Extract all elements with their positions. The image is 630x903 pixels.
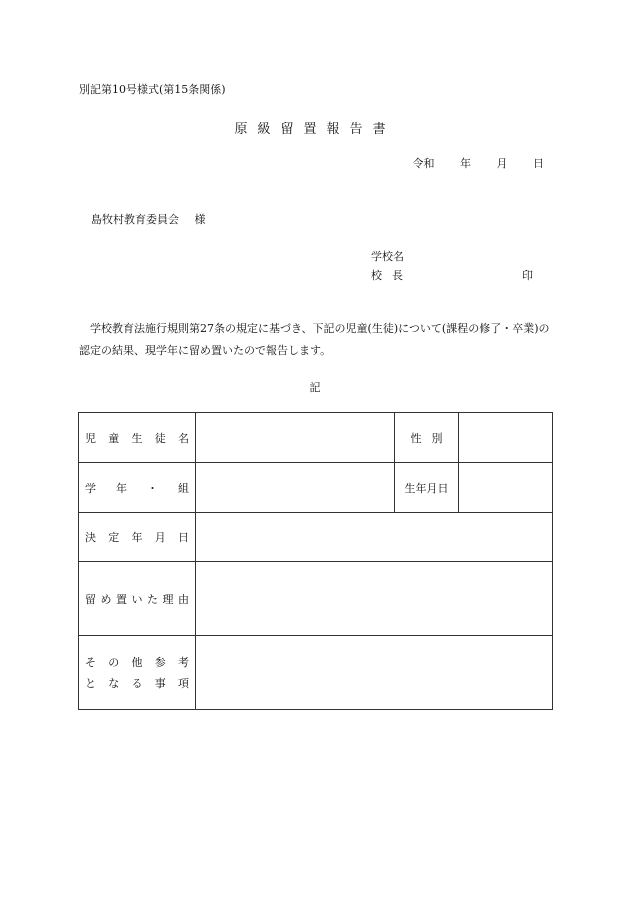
table-row <box>79 463 553 513</box>
table-row <box>79 513 553 562</box>
document-title: 原級留置報告書 <box>234 122 396 137</box>
retention-reason-label: 留 め 置 い た 理 由 <box>79 562 196 636</box>
body-paragraph: 学校教育法施行規則第27条の規定に基づき、下記の児童(生徒)について(課程の修了・卒業)の認定の結果、現学年に留め置いたので報告します。 <box>79 322 550 357</box>
form-reference: 別記第10号様式(第15条関係) <box>79 83 226 96</box>
decision-date-field[interactable] <box>196 513 553 562</box>
grade-class-label: 学 年 ・ 組 <box>79 463 196 513</box>
seal-label: 印 <box>522 269 533 282</box>
retention-reason-field[interactable] <box>196 562 553 636</box>
date-month-unit: 月 <box>496 157 508 170</box>
principal-label: 校長 <box>371 269 413 282</box>
gender-field[interactable] <box>459 413 553 463</box>
date-day-unit: 日 <box>533 157 544 170</box>
other-notes-field[interactable] <box>196 636 553 710</box>
addressee-honorific: 様 <box>194 213 206 226</box>
grade-class-field[interactable] <box>196 463 395 513</box>
birthdate-label: 生年月日 <box>395 463 459 513</box>
table-row <box>79 636 553 710</box>
school-name-label: 学校名 <box>371 250 404 263</box>
principal-line <box>371 267 533 283</box>
other-notes-label: そ の 他 参 考 と な る 事 項 <box>79 636 196 710</box>
birthdate-field[interactable] <box>459 463 553 513</box>
table-row <box>79 413 553 463</box>
student-name-field[interactable] <box>196 413 395 463</box>
date-year-unit: 年 <box>460 157 471 170</box>
report-table <box>78 412 553 710</box>
date-era: 令和 <box>412 157 435 170</box>
gender-label: 性別 <box>395 413 459 463</box>
ki-heading: 記 <box>309 381 321 394</box>
table-row <box>79 562 553 636</box>
addressee-name: 島牧村教育委員会 <box>91 213 179 226</box>
decision-date-label: 決 定 年 月 日 <box>79 513 196 562</box>
student-name-label: 児 童 生 徒 名 <box>79 413 196 463</box>
date-line <box>413 155 545 171</box>
addressee <box>91 211 206 227</box>
